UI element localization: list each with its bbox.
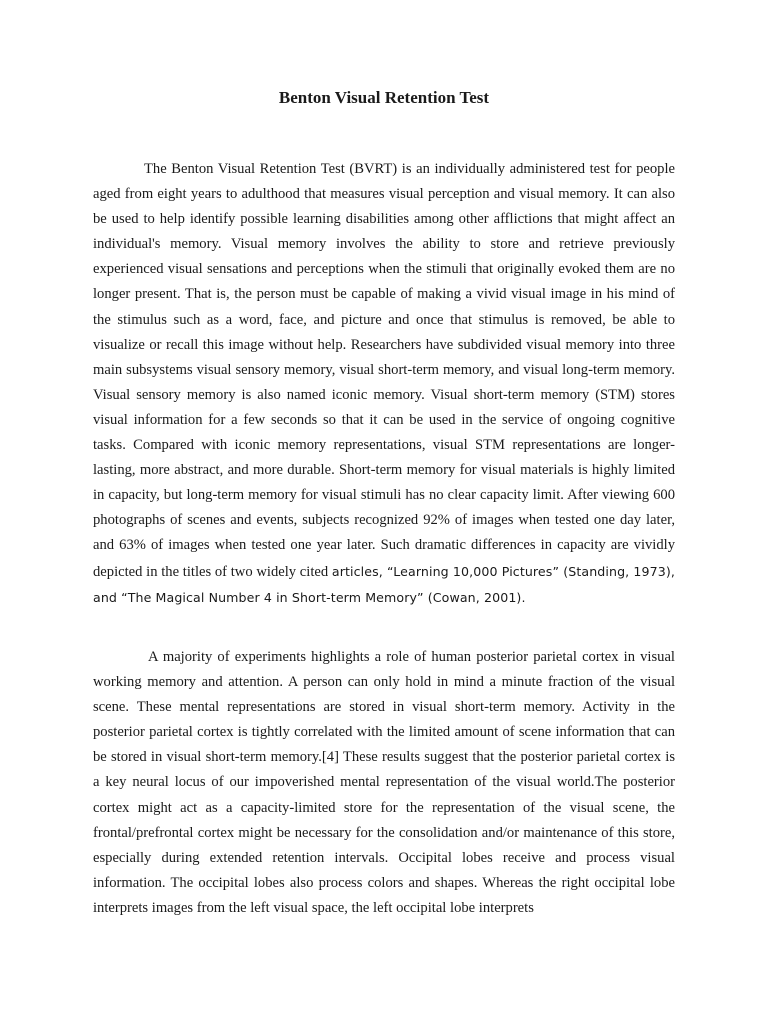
paragraph-2-body: A majority of experiments highlights a role of human posterior parietal cortex in visual working memory and attention. A person can only hold in mind a minute fraction of the visual scene. These mental representations are stored in visual short-term memory. Activity in the posterior parietal cortex is tightly correlated with the limited amount of scene information that can be stored in visual short-term memory.[4] These results suggest that the posterior parietal cortex is a key neural locus of our impoverished mental representation of the visual world.The posterior cortex might act as a capacity-limited store for the representation of the visual scene, the frontal/prefrontal cortex might be necessary for the consolidation and/or maintenance of this store, especially during extended retention intervals. Occipital lobes receive and process visual information. The occipital lobes also process colors and shapes. Whereas the right occipital lobe interprets images from the left visual space, the left occipital lobe interprets	[93, 649, 675, 916]
document-title: Benton Visual Retention Test	[278, 88, 490, 107]
paragraph-1-body: The Benton Visual Retention Test (BVRT) is an individually administered test for people aged from eight years to adulthood that measures visual perception and visual memory. It can also be used to help identify possible learning disabilities among other afflictions that might affect an individual's memory. Visual memory involves the ability to store and retrieve previously experienced visual sensations and perceptions when the stimuli that originally evoked them are no longer present. That is, the person must be capable of making a vivid visual image in his mind of the stimulus such as a word, face, and picture and once that stimulus is removed, be able to visualize or recall this image without help. Researchers have subdivided visual memory into three main subsystems visual sensory memory, visual short-term memory, and visual long-term memory. Visual sensory memory is also named iconic memory. Visual short-term memory (STM) stores visual information for a few seconds so that it can be used in the service of ongoing cognitive tasks. Compared with iconic memory representations, visual STM representations are longer-lasting, more abstract, and more durable. Short-term memory for visual materials is highly limited in capacity, but long-term memory for visual stimuli has no clear capacity limit. After viewing 600 photographs of scenes and events, subjects recognized 92% of images when tested one day later, and 63% of images when tested one year later. Such dramatic differences in capacity are vividly depicted in the titles of two widely cited	[93, 161, 675, 580]
paragraph-2	[93, 645, 675, 921]
paragraph-1-citation: articles, “Learning 10,000 Pictures” (Standing, 1973), and “The Magical Number 4 in Short-term Memory” (Cowan, 2001).	[93, 563, 676, 605]
paragraph-1	[93, 157, 675, 611]
